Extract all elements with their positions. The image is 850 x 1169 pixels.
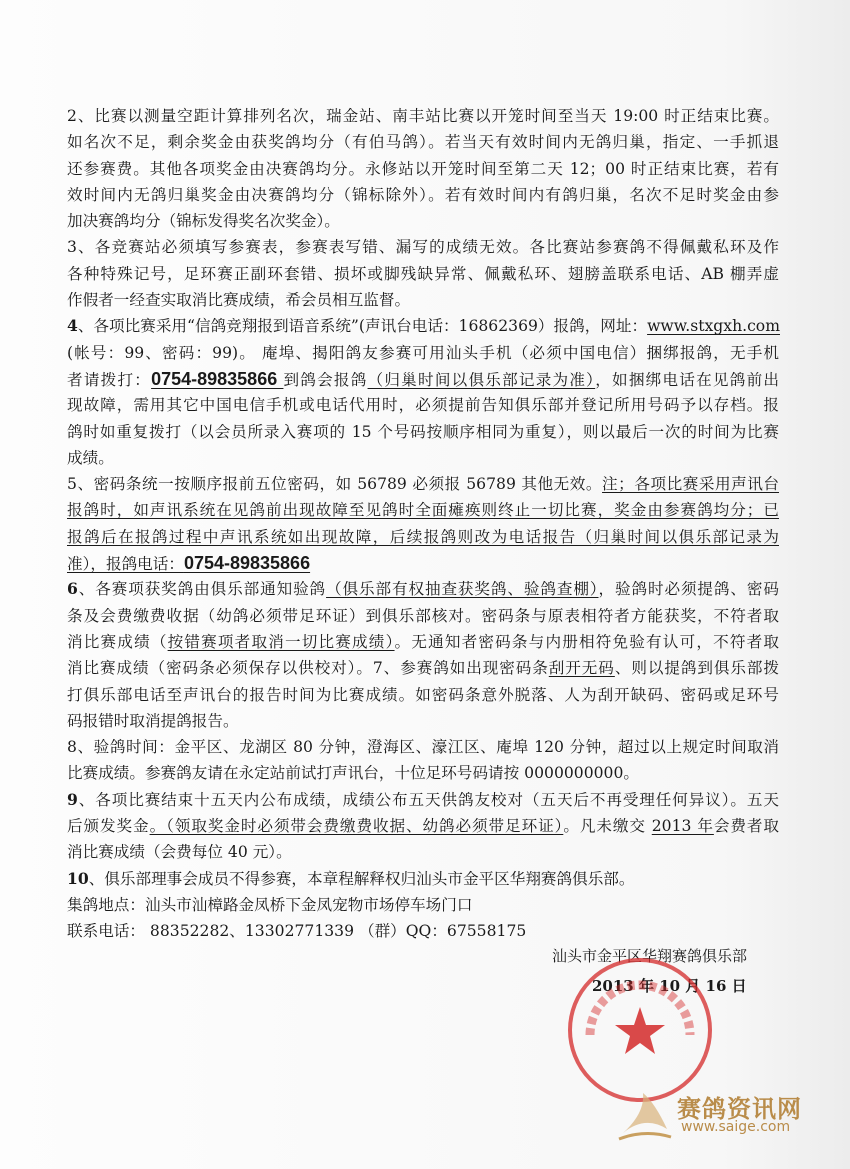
text-line: [67, 103, 779, 129]
text-segment: 到鸽会报鸽: [283, 370, 368, 389]
text-segment: 3、各竞赛站必须填写参赛表，参赛表写错、漏写的成绩无效。各比赛站参赛鸽不得佩戴私环及作: [67, 238, 779, 257]
phone-number: 0754-89835866: [151, 368, 284, 389]
text-segment: 。无通知者密码条与内册相符免验有认可，不符者取: [394, 632, 779, 651]
text-segment: 6: [67, 579, 78, 599]
underlined-text: （归巢时间以俱乐部记录为准）: [367, 370, 596, 389]
underlined-text: 按错赛项者取消一切比赛成绩）: [167, 632, 395, 651]
text-segment: 、各项比赛采用“信鸽竞翔报到语音系统”(声讯台电话：16862369）报鸽，网址：: [77, 317, 648, 336]
text-line: [67, 839, 779, 865]
text-line: [67, 366, 779, 392]
text-line: [67, 708, 779, 734]
text-segment: 现故障，需用其它中国电信手机或电话代用时，必须提前告知俱乐部并登记所用号码予以存档。报: [67, 396, 779, 415]
site-watermark: [615, 1085, 815, 1145]
text-line: [67, 497, 779, 523]
text-line: [67, 813, 779, 839]
signature-date: 2013 年 10 月 16 日: [592, 977, 747, 995]
text-line: [67, 629, 779, 655]
text-segment: 。凡未缴交: [563, 817, 652, 836]
text-line: [67, 655, 779, 681]
text-segment: 比赛成绩。参赛鸽友请在永定站前试打声讯台，十位足环号码请按 0000000000。: [67, 764, 639, 783]
text-line: [67, 340, 779, 366]
text-segment: 各种特殊记号，足环赛正副环套错、损坏或脚残缺异常、佩戴私环、翅膀盖联系电话、AB 棚弄虚: [67, 264, 779, 283]
text-line: [67, 261, 779, 287]
text-segment: 消比赛成绩（会费每位 40 元）。: [67, 843, 292, 862]
regulation-body: [67, 103, 779, 945]
phone-number: 0754-89835866: [183, 553, 311, 574]
text-segment: 、则以提鸽到俱乐部拨: [614, 659, 779, 678]
text-line: [67, 524, 779, 550]
text-line: [67, 129, 779, 155]
text-line: [67, 734, 779, 760]
text-line: [67, 234, 779, 260]
text-line: [67, 208, 779, 234]
text-line: [67, 445, 779, 471]
text-segment: 消比赛成绩（: [67, 632, 168, 651]
text-line: [67, 787, 779, 813]
text-segment: 作假者一经查实取消比赛成绩，希会员相互监督。: [67, 291, 411, 310]
text-segment: 条及会费缴费收据（幼鸽必须带足环证）到俱乐部核对。密码条与原表相符者方能获奖，不符者取: [67, 606, 779, 625]
text-line: [67, 419, 779, 445]
text-segment: 联系电话： 88352282、13302771339 （群）QQ：67558175: [67, 922, 527, 941]
text-segment: 如名次不足，剩余奖金由获奖鸽均分（有伯马鸽）。若当天有效时间内无鸽归巢，指定、一手抓退: [67, 133, 779, 152]
text-segment: 、各赛项获奖鸽由俱乐部通知验鸽: [77, 580, 327, 599]
underlined-text: 报鸽后在报鸽过程中声讯系统如出现故障，后续报鸽则改为电话报告（归巢时间以俱乐部记录为: [67, 527, 779, 546]
text-line: [67, 392, 779, 418]
official-seal-stamp: [565, 955, 715, 1105]
text-segment: ，如捆绑电话在见鸽前出: [595, 370, 779, 389]
text-segment: 效时间内无鸽归巢奖金由决赛鸽均分（锦标除外）。若有效时间内有鸽归巢，名次不足时奖金由参: [67, 185, 779, 204]
underlined-text: www.stxgxh.com: [647, 317, 780, 336]
text-segment: 加决赛鸽均分（锦标发得奖名次奖金）。: [67, 212, 340, 231]
text-segment: 打俱乐部电话至声讯台的报告时间为比赛成绩。如密码条意外脱落、人为刮开缺码、密码或足环号: [67, 685, 779, 704]
text-segment: (帐号：99、密码：99)。 庵埠、揭阳鸽友参赛可用汕头手机（必须中国电信）捆绑报鸽，无手机: [67, 343, 779, 362]
text-line: [67, 182, 779, 208]
underlined-text: 。（领取奖金时必须带会费缴费收据、幼鸽必须带足环证）: [149, 817, 564, 836]
underlined-text: 报鸽时，如声讯系统在见鸽前出现故障至见鸽时全面瘫痪则终止一切比赛，奖金由参赛鸽均分；已: [67, 501, 779, 520]
pigeon-logo-icon: [615, 1085, 675, 1145]
text-line: [67, 287, 779, 313]
text-line: [67, 550, 779, 576]
text-segment: 8、验鸽时间：金平区、龙湖区 80 分钟，澄海区、濠江区、庵埠 120 分钟，超过以上规定时间取消: [67, 738, 779, 757]
text-line: [67, 682, 779, 708]
text-line: [67, 760, 779, 786]
text-segment: 集鸽地点：汕头市汕樟路金凤桥下金凤宠物市场停车场门口: [67, 895, 473, 914]
text-line: [67, 892, 779, 918]
underlined-text: 准），报鸽电话：: [67, 555, 184, 574]
text-segment: 消比赛成绩（密码条必须保存以供校对）。7、参赛鸽如出现密码条: [67, 659, 549, 678]
text-segment: 2、比赛以测量空距计算排列名次，瑞金站、南丰站比赛以开笼时间至当天 19:00 时正结束比赛。: [67, 107, 779, 125]
text-segment: 成绩。: [67, 448, 114, 467]
text-segment: 后颁发奖金: [67, 817, 150, 836]
text-line: [67, 471, 779, 497]
text-segment: 9: [67, 789, 78, 809]
watermark-title: 赛鸽资讯网: [677, 1095, 802, 1123]
text-segment: 者请拨打：: [67, 370, 152, 389]
text-line: [67, 603, 779, 629]
underlined-text: 刮开无码: [548, 659, 615, 678]
underlined-text: （俱乐部有权抽查获奖鸽、验鸽查棚）: [326, 580, 599, 599]
text-line: [67, 918, 779, 944]
watermark-url: www.saige.com: [681, 1119, 791, 1135]
text-segment: 4: [67, 316, 78, 336]
text-line: [67, 576, 779, 602]
text-segment: 、俱乐部理事会成员不得参赛，本章程解释权归汕头市金平区华翔赛鸽俱乐部。: [88, 869, 635, 888]
text-segment: 会费者取: [713, 817, 779, 836]
underlined-text: 2013 年: [651, 817, 714, 836]
text-segment: 鸽时如重复拨打（以会员所录入赛项的 15 个号码按顺序相同为重复），则以最后一次的时间为比赛: [67, 422, 779, 441]
text-segment: 、各项比赛结束十五天内公布成绩，成绩公布五天供鸽友校对（五天后不再受理任何异议）。五天: [77, 790, 779, 809]
text-segment: 5、密码条统一按顺序报前五位密码，如 56789 必须报 56789 其他无效。: [67, 475, 603, 494]
text-segment: 还参赛费。其他各项奖金由决赛鸽均分。永修站以开笼时间至第二天 12；00 时正结束比赛，若有: [67, 159, 779, 178]
text-line: [67, 313, 779, 339]
text-line: [67, 156, 779, 182]
underlined-text: 注；各项比赛采用声讯台: [602, 475, 779, 494]
seal-star-icon: [615, 1007, 665, 1054]
text-segment: 10: [67, 868, 89, 888]
signature-organization: 汕头市金平区华翔赛鸽俱乐部: [552, 947, 748, 965]
text-line: [67, 866, 779, 892]
text-segment: ，验鸽时必须提鸽、密码: [598, 580, 779, 599]
text-segment: 码报错时取消提鸽报告。: [67, 711, 239, 730]
